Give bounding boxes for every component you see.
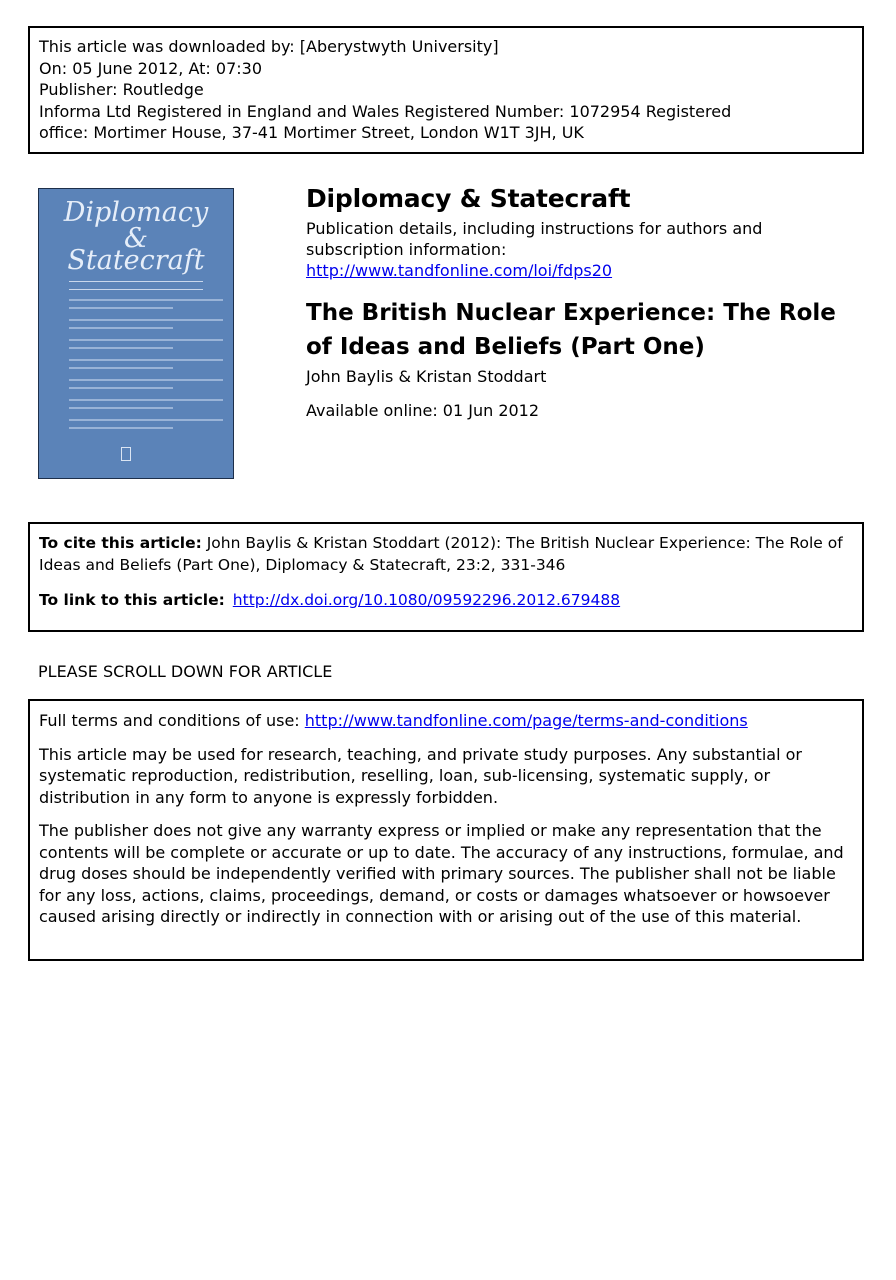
cover-toc-line bbox=[69, 327, 173, 329]
cover-toc-line bbox=[69, 419, 223, 421]
journal-link[interactable]: http://www.tandfonline.com/loi/fdps20 bbox=[306, 261, 613, 280]
download-notice-box bbox=[28, 26, 864, 154]
cover-toc-line bbox=[69, 307, 173, 309]
cover-rule bbox=[69, 289, 203, 290]
link-label: To link to this article: bbox=[39, 591, 225, 609]
publication-details-text: Publication details, including instructions for authors and subscription information: bbox=[306, 219, 763, 259]
cover-toc-line bbox=[69, 379, 223, 381]
cover-title-line3: Statecraft bbox=[67, 245, 205, 276]
journal-cover-image bbox=[38, 188, 234, 479]
office-line: office: Mortimer House, 37-41 Mortimer Street, London W1T 3JH, UK bbox=[39, 123, 584, 142]
cover-toc-line bbox=[69, 407, 173, 409]
terms-label: Full terms and conditions of use: bbox=[39, 711, 300, 730]
cite-text: John Baylis & Kristan Stoddart (2012): The British Nuclear Experience: The Role of Ideas and Beliefs (Part One), Diplomacy & Statecraft, 23:2, 331-346 bbox=[39, 534, 843, 574]
cover-title-line2: & bbox=[123, 223, 149, 254]
cover-toc-line bbox=[69, 399, 223, 401]
registration-line: Informa Ltd Registered in England and Wales Registered Number: 1072954 Registered bbox=[39, 101, 732, 121]
cover-title-line1: Diplomacy bbox=[63, 197, 209, 228]
citation-text bbox=[39, 532, 852, 576]
terms-line bbox=[39, 710, 852, 732]
cover-toc-line bbox=[69, 299, 223, 301]
cover-toc-line bbox=[69, 427, 173, 429]
available-online-date: Available online: 01 Jun 2012 bbox=[306, 401, 540, 420]
doi-link[interactable]: http://dx.doi.org/10.1080/09592296.2012.679488 bbox=[232, 591, 621, 609]
cite-label: To cite this article: bbox=[39, 534, 202, 552]
download-date: On: 05 June 2012, At: 07:30 bbox=[39, 58, 262, 78]
cover-toc-line bbox=[69, 339, 223, 341]
terms-paragraph-usage: This article may be used for research, teaching, and private study purposes. Any substantial or systematic reproduction, redistribution, reselling, loan, sub-licensing, systematic supply, or distribution in any form to anyone is expressly forbidden. bbox=[39, 744, 802, 807]
article-authors: John Baylis & Kristan Stoddart bbox=[306, 367, 547, 386]
cover-toc-line bbox=[69, 367, 173, 369]
citation-box bbox=[28, 522, 864, 632]
publisher-logo-icon bbox=[121, 447, 165, 461]
journal-title: Diplomacy & Statecraft bbox=[306, 184, 631, 213]
terms-link[interactable]: http://www.tandfonline.com/page/terms-and-conditions bbox=[304, 711, 748, 730]
terms-paragraph-warranty: The publisher does not give any warranty express or implied or make any representation that the contents will be complete or accurate or up to date. The accuracy of any instructions, formulae, and drug doses should be independently verified with primary sources. The publisher shall not be liable for any loss, actions, claims, proceedings, demand, or costs or damages whatsoever or howsoever caused arising directly or indirectly in connection with or arising out of the use of this material. bbox=[39, 821, 844, 926]
cover-rule bbox=[69, 281, 203, 282]
cover-toc-line bbox=[69, 359, 223, 361]
article-link-row bbox=[39, 589, 852, 611]
publisher-line: Publisher: Routledge bbox=[39, 80, 204, 99]
download-line: This article was downloaded by: [Aberystwyth University] bbox=[39, 37, 499, 56]
scroll-down-note: PLEASE SCROLL DOWN FOR ARTICLE bbox=[38, 662, 333, 681]
publication-details bbox=[306, 218, 846, 281]
cover-toc-line bbox=[69, 387, 173, 389]
cover-toc-line bbox=[69, 347, 173, 349]
article-title: The British Nuclear Experience: The Role of Ideas and Beliefs (Part One) bbox=[306, 300, 836, 360]
terms-box bbox=[28, 699, 864, 961]
cover-toc-line bbox=[69, 319, 223, 321]
